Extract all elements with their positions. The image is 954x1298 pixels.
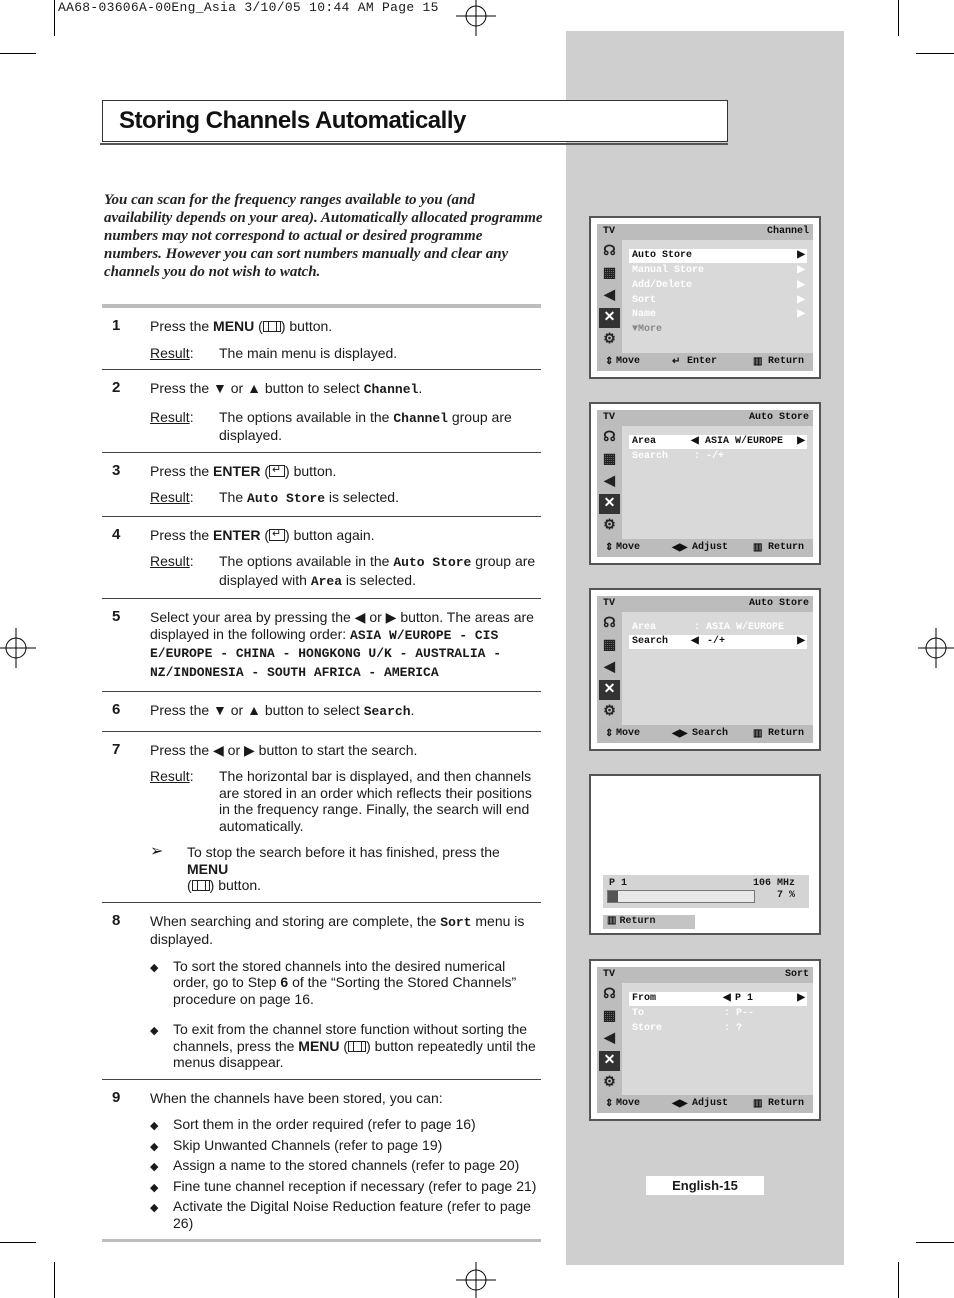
osd-search-label: Search xyxy=(692,728,729,739)
step-number: 3 xyxy=(112,461,121,479)
title-box xyxy=(102,100,728,142)
osd-footer xyxy=(597,353,813,371)
area-list: ASIA W/EUROPE - CIS E/EUROPE - CHINA - HONGKONG U/K - AUSTRALIA - NZ/INDONESIA - SOUTH AFRICA - AMERICA xyxy=(150,627,502,680)
osd-adjust-label: Adjust xyxy=(692,542,729,553)
text: ) button repeatedly until the menus disappear. xyxy=(173,1037,536,1070)
bullet-text: Assign a name to the stored channels (refer to page 20) xyxy=(173,1157,520,1173)
arrow-right-icon: ▶ xyxy=(797,250,805,261)
setup-icon: ⚙ xyxy=(603,518,616,534)
osd-adjust-label: Adjust xyxy=(692,1098,729,1109)
osd-move-label: Move xyxy=(616,728,641,739)
bullet-list xyxy=(150,1116,541,1231)
arrow-right-icon: ▶ xyxy=(797,436,805,447)
text: Press the ▼ or ▲ button to select xyxy=(150,702,364,718)
picture-icon: ☊ xyxy=(603,616,616,632)
registration-mark-icon xyxy=(456,1260,496,1298)
speaker-icon: ◀ xyxy=(604,1031,615,1047)
osd-title: Auto Store xyxy=(748,598,809,609)
menu-code: Area xyxy=(310,573,343,589)
text: . xyxy=(410,702,415,718)
osd-return-label: Return xyxy=(768,542,805,553)
osd-item-value: ASIA W/EUROPE xyxy=(705,436,784,447)
osd-item-label: Name xyxy=(632,309,657,320)
osd-item-value: : P-- xyxy=(724,1008,755,1019)
diamond-bullet-icon: ◆ xyxy=(150,1140,159,1153)
antenna-icon: ✕ xyxy=(599,680,620,700)
step-number: 5 xyxy=(112,608,121,625)
step-number: 7 xyxy=(112,740,121,758)
menu-code: Auto Store xyxy=(247,491,326,506)
menu-button-icon xyxy=(348,1041,366,1052)
osd-item-store xyxy=(632,1022,807,1036)
osd-sort-menu xyxy=(589,959,821,1121)
menu-code: Search xyxy=(363,704,411,719)
osd-item-value: P 1 xyxy=(735,993,754,1004)
result-text xyxy=(219,553,541,590)
osd-item-label: Auto Store xyxy=(632,250,693,261)
step-7 xyxy=(102,732,541,903)
menu-code: Sort xyxy=(440,914,472,930)
text: To stop the search before it has finished, press the xyxy=(187,844,500,860)
osd-item-more xyxy=(632,323,807,337)
osd-item-label: Search xyxy=(632,451,669,462)
list-item xyxy=(150,1157,541,1176)
antenna-icon: ✕ xyxy=(599,494,620,514)
text: ( xyxy=(187,877,192,893)
list-item xyxy=(150,1198,541,1231)
step-instruction xyxy=(150,318,541,335)
note-arrow-icon: ➢ xyxy=(150,843,164,860)
step-number: 2 xyxy=(112,379,121,396)
result-label: Result : xyxy=(150,489,219,508)
osd-tv-label: TV xyxy=(603,598,616,609)
step-instruction xyxy=(150,463,541,480)
bullet-text: Sort them in the order required (refer to page 16) xyxy=(173,1116,476,1132)
osd-item-label: Area xyxy=(632,436,657,447)
osd-title: Auto Store xyxy=(748,412,809,423)
picture-icon: ☊ xyxy=(603,244,616,260)
step-number: 4 xyxy=(112,525,121,543)
osd-item-sort xyxy=(632,294,807,308)
osd-screen xyxy=(597,967,813,1113)
text: The options available in the xyxy=(219,553,394,569)
arrow-right-icon: ▶ xyxy=(797,265,805,276)
text: ( xyxy=(260,462,270,479)
text: Press the ▼ or ▲ button to select xyxy=(150,380,364,396)
move-icon: ⇕ xyxy=(605,1099,614,1110)
arrow-right-icon: ▶ xyxy=(797,993,805,1004)
menu-button-icon xyxy=(263,321,281,332)
bullet-list xyxy=(150,958,541,1071)
enter-icon: ↵ xyxy=(672,357,681,368)
osd-icon-column xyxy=(597,983,622,1095)
osd-item-value: : -/+ xyxy=(694,451,725,462)
osd-footer xyxy=(597,725,813,743)
osd-header xyxy=(597,596,813,612)
result-label: Result : xyxy=(150,768,219,834)
note-text xyxy=(187,844,541,894)
step-4 xyxy=(102,517,541,600)
step-result xyxy=(150,553,541,590)
frequency-readout: 106 MHz xyxy=(752,878,795,889)
progress-panel xyxy=(603,875,809,908)
osd-item-label: To xyxy=(632,1008,645,1019)
menu-code: Channel xyxy=(393,410,448,426)
step-instruction: Press the ◀ or ▶ button to start the search. xyxy=(150,741,418,758)
text: menu is displayed. xyxy=(150,912,525,947)
sound-icon: ▦ xyxy=(602,638,617,654)
osd-item-label: Manual Store xyxy=(632,265,705,276)
osd-move-label: Move xyxy=(616,356,641,367)
text: Press the xyxy=(150,526,214,543)
speaker-icon: ◀ xyxy=(604,660,615,676)
osd-header xyxy=(597,224,813,240)
osd-item-from xyxy=(629,992,807,1006)
text: ) button again. xyxy=(285,526,375,543)
osd-item-label: Area xyxy=(632,622,657,633)
osd-item-add-delete xyxy=(632,279,807,293)
arrow-right-icon: ▶ xyxy=(797,309,805,320)
osd-screen xyxy=(597,596,813,743)
menu-icon: ▥ xyxy=(607,916,617,927)
menu-code: Channel xyxy=(363,382,419,397)
left-right-icon: ◀▶ xyxy=(672,543,688,554)
picture-icon: ☊ xyxy=(603,987,616,1003)
menu-label: MENU xyxy=(298,1037,340,1054)
text: To sort the stored channels into the desired numerical order, go to Step xyxy=(173,957,506,990)
registration-mark-icon xyxy=(456,0,496,40)
progress-fill xyxy=(608,891,618,902)
osd-item-search xyxy=(629,635,807,649)
result-text xyxy=(219,489,541,508)
page-number: English-15 xyxy=(646,1176,764,1195)
bullet-text xyxy=(173,958,541,1008)
enter-label: ENTER xyxy=(213,526,261,543)
registration-mark-icon xyxy=(0,628,40,668)
step-instruction xyxy=(150,702,541,721)
crop-mark xyxy=(916,1242,954,1243)
print-slug: AA68-03606A-00Eng_Asia 3/10/05 10:44 AM Page 15 xyxy=(58,0,439,15)
osd-item-label: Search xyxy=(632,636,669,647)
step-instruction xyxy=(150,913,541,948)
osd-return-label: Return xyxy=(768,356,805,367)
osd-icon-column xyxy=(597,426,622,539)
list-item xyxy=(150,1021,541,1071)
text: ( xyxy=(254,318,263,334)
crop-mark xyxy=(0,1242,36,1243)
osd-tv-label: TV xyxy=(603,412,616,423)
text: ) button. xyxy=(209,877,262,893)
text: The options available in the xyxy=(219,408,394,425)
osd-channel-menu xyxy=(589,216,821,379)
crop-mark xyxy=(898,0,899,36)
sound-icon: ▦ xyxy=(602,266,617,282)
arrow-right-icon: ▶ xyxy=(797,636,805,647)
steps-list xyxy=(102,304,541,1242)
osd-item-label: Add/Delete xyxy=(632,280,693,291)
step-number: 1 xyxy=(112,317,121,334)
list-item xyxy=(150,958,541,1008)
osd-enter-label: Enter xyxy=(687,356,718,367)
text: ( xyxy=(339,1037,349,1054)
crop-mark xyxy=(54,0,55,36)
osd-item-value: -/+ xyxy=(707,636,726,647)
step-number: 9 xyxy=(112,1088,121,1106)
osd-item-area xyxy=(629,435,807,449)
enter-button-icon xyxy=(269,529,285,541)
crop-mark xyxy=(54,1262,55,1298)
step-number: 8 xyxy=(112,911,121,929)
setup-icon: ⚙ xyxy=(603,704,616,720)
menu-label: MENU xyxy=(187,860,229,877)
diamond-bullet-icon: ◆ xyxy=(150,1181,159,1194)
result-label: Result : xyxy=(150,409,219,444)
bullet-text xyxy=(173,1021,541,1071)
menu-icon: ▥ xyxy=(753,357,763,368)
arrow-left-icon: ◀ xyxy=(691,436,699,447)
sound-icon: ▦ xyxy=(602,452,617,468)
crop-mark xyxy=(916,53,954,54)
text: is selected. xyxy=(325,489,399,505)
menu-icon: ▥ xyxy=(753,729,763,740)
enter-button-icon xyxy=(269,465,285,477)
osd-item-value: : ? xyxy=(724,1023,743,1034)
osd-auto-store-search xyxy=(589,588,821,751)
step-1 xyxy=(102,308,541,370)
step-number: 6 xyxy=(112,701,121,718)
menu-button-icon xyxy=(192,880,210,891)
program-number: P 1 xyxy=(609,878,628,889)
osd-header xyxy=(597,967,813,983)
return-hint xyxy=(603,915,695,929)
osd-footer xyxy=(597,539,813,557)
text: Select your area by pressing the ◀ or ▶ button. The areas are displayed in the following order: xyxy=(150,609,534,642)
osd-item-area xyxy=(632,621,807,635)
osd-item-name xyxy=(632,308,807,322)
osd-return-label: Return xyxy=(619,916,656,927)
osd-item-label: From xyxy=(632,993,657,1004)
osd-item-to xyxy=(632,1007,807,1021)
text: The xyxy=(219,489,248,505)
osd-move-label: Move xyxy=(616,1098,641,1109)
result-text: The main menu is displayed. xyxy=(219,344,398,361)
step-2 xyxy=(102,370,541,453)
step-result xyxy=(150,345,541,362)
step-ref: 6 xyxy=(280,974,289,990)
osd-search-progress xyxy=(589,774,821,935)
step-instruction xyxy=(150,527,541,544)
list-item xyxy=(150,1178,541,1197)
step-instruction xyxy=(150,609,541,681)
step-5 xyxy=(102,599,541,692)
diamond-bullet-icon: ◆ xyxy=(150,1025,159,1037)
result-label: Result : xyxy=(150,345,219,362)
bullet-text: Fine tune channel reception if necessary (refer to page 21) xyxy=(173,1177,537,1194)
setup-icon: ⚙ xyxy=(603,332,616,348)
result-text xyxy=(219,409,541,444)
diamond-bullet-icon: ◆ xyxy=(150,1161,159,1173)
move-icon: ⇕ xyxy=(605,543,614,554)
step-note xyxy=(150,844,541,894)
antenna-icon: ✕ xyxy=(599,1051,620,1071)
result-text: The horizontal bar is displayed, and then channels are stored in an order which reflects their positions in the frequency range. Finally, the search will end automatically. xyxy=(219,768,532,834)
bullet-text: Activate the Digital Noise Reduction feature (refer to page 26) xyxy=(173,1198,531,1231)
picture-icon: ☊ xyxy=(603,430,616,446)
text: Press the xyxy=(150,318,214,334)
menu-icon: ▥ xyxy=(753,1099,763,1110)
text: Press the xyxy=(150,462,214,479)
diamond-bullet-icon: ◆ xyxy=(150,1120,159,1132)
result-label: Result : xyxy=(150,553,219,590)
osd-return-label: Return xyxy=(768,728,805,739)
step-6 xyxy=(102,692,541,732)
text: group are displayed. xyxy=(219,408,512,443)
speaker-icon: ◀ xyxy=(604,474,615,490)
text: When searching and storing are complete, the xyxy=(150,912,441,929)
osd-tv-label: TV xyxy=(603,969,616,980)
step-9 xyxy=(102,1080,541,1240)
arrow-down-icon: ▼ xyxy=(632,324,639,335)
text: . xyxy=(418,380,423,396)
progress-bar xyxy=(607,890,755,903)
step-3 xyxy=(102,453,541,517)
osd-move-label: Move xyxy=(616,542,641,553)
step-result xyxy=(150,768,541,834)
text: of the “Sorting the Stored Channels” procedure on page 16. xyxy=(173,974,517,1007)
menu-icon: ▥ xyxy=(753,543,763,554)
antenna-icon: ✕ xyxy=(599,308,620,328)
osd-icon-column xyxy=(597,612,622,725)
osd-screen xyxy=(597,410,813,557)
osd-footer xyxy=(597,1095,813,1113)
text: is selected. xyxy=(342,571,416,588)
speaker-icon: ◀ xyxy=(604,288,615,304)
diamond-bullet-icon: ◆ xyxy=(150,1202,159,1214)
osd-item-label: More xyxy=(638,324,663,335)
crop-mark xyxy=(898,1262,899,1298)
move-icon: ⇕ xyxy=(605,729,614,740)
list-item xyxy=(150,1137,541,1156)
osd-item-auto-store xyxy=(629,249,807,263)
osd-item-value: : ASIA W/EUROPE xyxy=(694,622,785,633)
step-result xyxy=(150,409,541,444)
left-right-icon: ◀▶ xyxy=(672,729,688,740)
step-8 xyxy=(102,903,541,1080)
diamond-bullet-icon: ◆ xyxy=(150,961,159,974)
enter-label: ENTER xyxy=(213,462,261,479)
step-instruction: When the channels have been stored, you can: xyxy=(150,1089,443,1106)
crop-mark xyxy=(0,53,36,54)
text: ) button. xyxy=(280,318,333,334)
arrow-left-icon: ◀ xyxy=(723,993,731,1004)
step-result xyxy=(150,489,541,508)
osd-item-label: Sort xyxy=(632,295,657,306)
osd-item-search xyxy=(632,450,807,464)
setup-icon: ⚙ xyxy=(603,1075,616,1091)
osd-title: Sort xyxy=(784,969,809,980)
osd-return-label: Return xyxy=(768,1098,805,1109)
text: ) button. xyxy=(285,462,337,479)
menu-label: MENU xyxy=(213,318,255,334)
page-title: Storing Channels Automatically xyxy=(119,107,466,134)
step-instruction xyxy=(150,380,541,399)
list-item xyxy=(150,1116,541,1135)
text: To exit from the channel store function without sorting the channels, press the xyxy=(173,1021,528,1054)
menu-code: Auto Store xyxy=(393,555,472,570)
osd-item-label: Store xyxy=(632,1023,663,1034)
progress-percent: 7 % xyxy=(776,890,795,901)
sound-icon: ▦ xyxy=(602,1009,617,1025)
registration-mark-icon xyxy=(914,628,954,668)
arrow-right-icon: ▶ xyxy=(797,280,805,291)
osd-icon-column xyxy=(597,240,622,353)
text: group are displayed with xyxy=(219,553,536,588)
left-right-icon: ◀▶ xyxy=(672,1099,688,1110)
move-icon: ⇕ xyxy=(605,357,614,368)
osd-item-manual-store xyxy=(632,264,807,278)
osd-header xyxy=(597,410,813,426)
osd-auto-store-area xyxy=(589,402,821,565)
intro-paragraph: You can scan for the frequency ranges available to you (and availability depends on your area). Automatically allocated programme numbers may not correspond to actual or desired programme numbers. However you can sort numbers manually and clear any channels you do not wish to watch. xyxy=(104,192,543,280)
text: ( xyxy=(260,526,270,543)
arrow-left-icon: ◀ xyxy=(691,636,699,647)
osd-tv-label: TV xyxy=(603,226,616,237)
osd-screen xyxy=(597,224,813,371)
bullet-text: Skip Unwanted Channels (refer to page 19) xyxy=(173,1136,443,1153)
osd-title: Channel xyxy=(766,226,809,237)
arrow-right-icon: ▶ xyxy=(797,295,805,306)
